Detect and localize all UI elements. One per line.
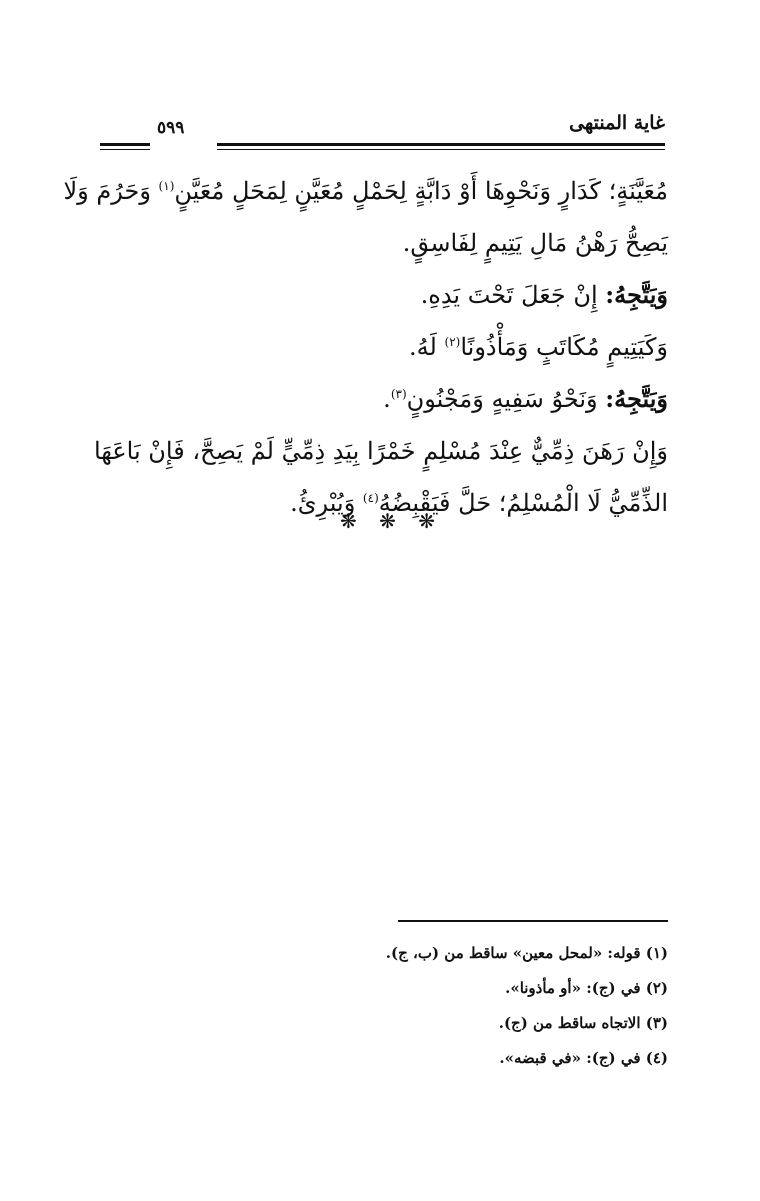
page-number: ٥٩٩ [157,118,185,138]
text-line-2 [100,217,668,269]
footnote-1: (١) قوله: «لمحل معين» ساقط من (ب، ج). [385,944,668,962]
footnotes [300,936,668,1076]
header-rule-short-thin [100,149,150,150]
footnote-4: (٤) في (ج): «في قبضه». [499,1049,668,1067]
footnote-separator [398,920,668,922]
header-rule-thick [217,143,665,146]
footnote-2: (٢) في (ج): «أو مأذونا». [505,979,668,997]
section-divider-stars: ❋ ❋ ❋ [340,509,443,533]
text-segment: وَيُبْرِئُ. [290,489,356,517]
footnote-3: (٣) الاتجاه ساقط من (ج). [498,1014,668,1032]
keyword-yattajih: وَيَتَّجِهُ: [605,384,668,413]
text-line-4 [100,321,668,373]
text-line-1 [63,165,668,217]
text-segment: مُعَيَّنَةٍ؛ كَدَارٍ وَنَحْوِهَا أَوْ دَابَّةٍ لِحَمْلٍ مُعَيَّنٍ لِمَحَلٍ مُعَيَّنٍ [174,177,668,205]
text-segment: الذِّمِّيُّ لَا الْمُسْلِمُ؛ حَلَّ فَيَقْبِضُهُ [378,489,668,517]
text-segment: وَكَيَتِيمٍ مُكَاتَبٍ وَمَأْذُونًا [460,333,668,361]
footnote-ref-3: (٣) [390,387,407,401]
header-rule-short-thick [100,143,150,146]
text-line-5 [100,373,668,425]
text-segment: وَحَرُمَ وَلَا [63,177,151,205]
running-title: غاية المنتهى [569,112,665,134]
footnote-ref-1: (١) [158,179,175,193]
text-line-6 [93,425,668,477]
main-text [63,165,668,529]
page-header [100,108,665,152]
header-rule-thin [217,149,665,150]
text-segment: يَصِحُّ رَهْنُ مَالِ يَتِيمٍ لِفَاسِقٍ. [402,229,668,257]
footnote-ref-2: (٢) [444,335,461,349]
keyword-yattajih: وَيَتَّجِهُ: [605,280,668,309]
text-segment: . [383,385,391,413]
text-segment: وَنَحْوُ سَفِيهٍ وَمَجْنُونٍ [406,385,598,413]
text-line-3 [100,269,668,321]
text-segment: وَإِنْ رَهَنَ ذِمِّيٌّ عِنْدَ مُسْلِمٍ خَمْرًا بِيَدِ ذِمِّيٍّ لَمْ يَصِحَّ، فَإِنْ بَاعَهَا [93,437,668,465]
text-segment: لَهُ. [409,333,437,361]
footnote-ref-4: (٤) [362,491,379,505]
text-segment: إِنْ جَعَلَ تَحْتَ يَدِهِ. [420,281,598,309]
